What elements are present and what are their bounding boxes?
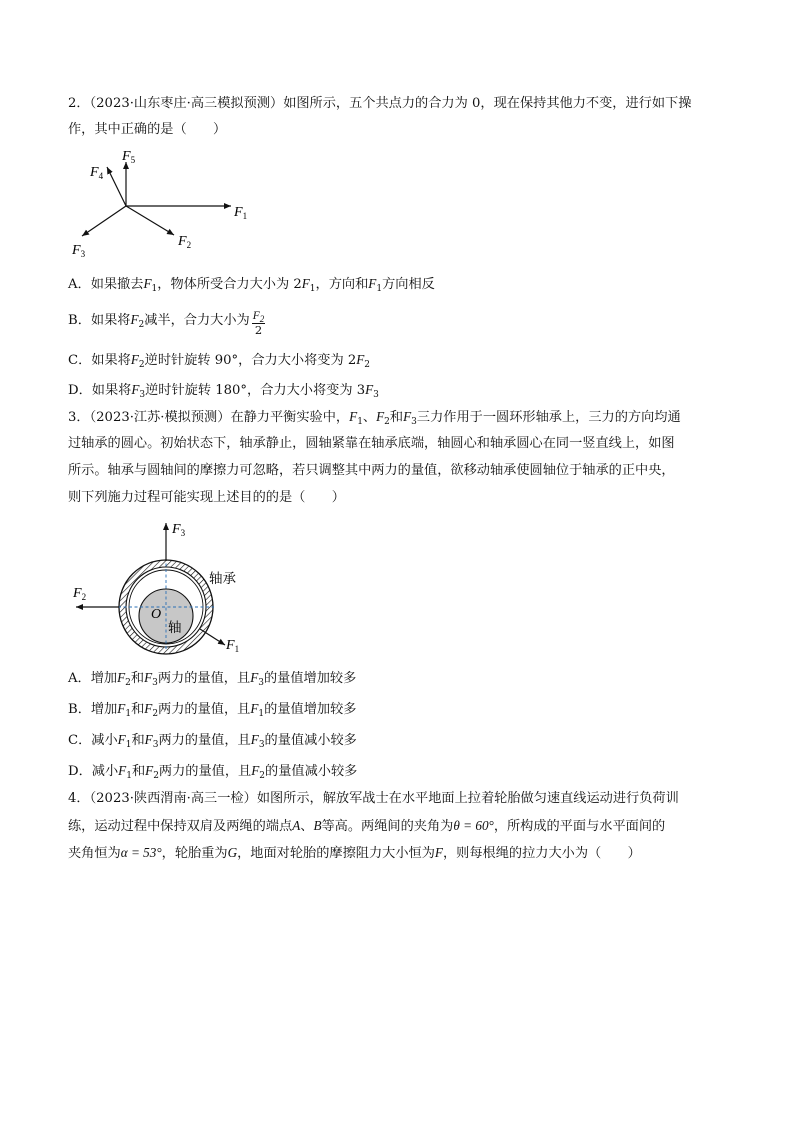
q2-label-F3: $F_3$ [72, 243, 86, 259]
q2-label-F2: $F_2$ [178, 234, 192, 250]
q4-number: 4． [68, 791, 90, 806]
q2-number: 2． [68, 96, 90, 111]
q2-fraction: $\frac{F_2}{2}$ [252, 310, 265, 337]
q4-stem-line1: 4．（2023·陕西渭南·高三一检）如图所示，解放军战士在水平地面上拉着轮胎做匀速直线运动进行负荷训 [68, 791, 679, 806]
q2-stem-text: 如图所示，五个共点力的合力为 0，现在保持其他力不变，进行如下操 [283, 96, 692, 111]
q2-stem-line1 [68, 94, 691, 114]
q2-label-F5: $F_5$ [122, 149, 136, 165]
q3-source: （2023·江苏·模拟预测） [89, 410, 231, 425]
q2-source: （2023·山东枣庄·高三模拟预测） [89, 96, 284, 111]
q2-arrow-F4 [107, 167, 126, 206]
q3-stem-line1: 3．（2023·江苏·模拟预测）在静力平衡实验中，$F_1$、$F_2$和$F_3$三力作用于一圆环形轴承上，三力的方向均通 [68, 409, 681, 427]
q3-stem-line2: 过轴承的圆心。初始状态下，轴承静止，圆轴紧靠在轴承底端，轴圆心和轴承圆心在同一竖直线上，如图 [68, 436, 675, 451]
q2-arrow-F2 [126, 206, 174, 235]
q3-label-F3: $F_3$ [172, 522, 186, 538]
q2-label-F4: $F_4$ [90, 165, 104, 181]
q3-number: 3． [68, 410, 90, 425]
q3-label-F1: $F_1$ [226, 638, 240, 654]
q2-arrow-F3 [82, 206, 126, 236]
q3-stem-line3: 所示。轴承与圆轴间的摩擦力可忽略，若只调整其中两力的量值，欲移动轴承使圆轴位于轴承的正中央， [68, 463, 675, 478]
q2-stem-line2 [68, 120, 226, 140]
q2-option-c[interactable]: C．如果将$F_2$逆时针旋转 90°，合力大小将变为 $2F_2$ [68, 352, 371, 370]
q3-arrow-F1 [200, 629, 225, 645]
q2-stem-text-2: 作，其中正确的是（ ） [68, 122, 227, 137]
q4-stem-line2: 练，运动过程中保持双肩及两绳的端点A、B等高。两绳间的夹角为θ = 60°，所构成的平面与水平面间的 [68, 818, 666, 834]
q3-label-bearing: 轴承 [209, 571, 236, 586]
q3-option-c[interactable]: C．减小$F_1$和$F_3$两力的量值，且$F_3$的量值减小较多 [68, 732, 357, 750]
q2-label-F1: $F_1$ [234, 205, 248, 221]
q3-bearing-diagram [66, 513, 266, 663]
q4-source: （2023·陕西渭南·高三一检） [89, 791, 257, 806]
q2-option-a[interactable]: A．如果撤去$F_1$，物体所受合力大小为 $2F_1$，方向和$F_1$方向相反 [68, 276, 435, 294]
q3-option-b[interactable]: B．增加$F_1$和$F_2$两力的量值，且$F_1$的量值增加较多 [68, 701, 357, 719]
q4-stem-line3: 夹角恒为α = 53°，轮胎重为G，地面对轮胎的摩擦阻力大小恒为F，则每根绳的拉力大小为（ ） [68, 845, 641, 861]
q3-option-d[interactable]: D．减小$F_1$和$F_2$两力的量值，且$F_2$的量值减小较多 [68, 763, 358, 781]
q3-stem-line4: 则下列施力过程可能实现上述目的的是（ ） [68, 490, 345, 505]
q3-option-a[interactable]: A．增加$F_2$和$F_3$两力的量值，且$F_3$的量值增加较多 [68, 670, 357, 688]
q3-label-axle: 轴 [168, 620, 182, 635]
q2-force-diagram [68, 144, 268, 264]
q2-option-b[interactable]: B．如果将$F_2$减半，合力大小为 $\frac{F_2}{2}$ [68, 310, 265, 337]
q3-label-F2: $F_2$ [73, 586, 87, 602]
q2-option-d[interactable]: D．如果将$F_3$逆时针旋转 180°，合力大小将变为 $3F_3$ [68, 382, 379, 400]
q3-label-center: O [151, 607, 162, 622]
